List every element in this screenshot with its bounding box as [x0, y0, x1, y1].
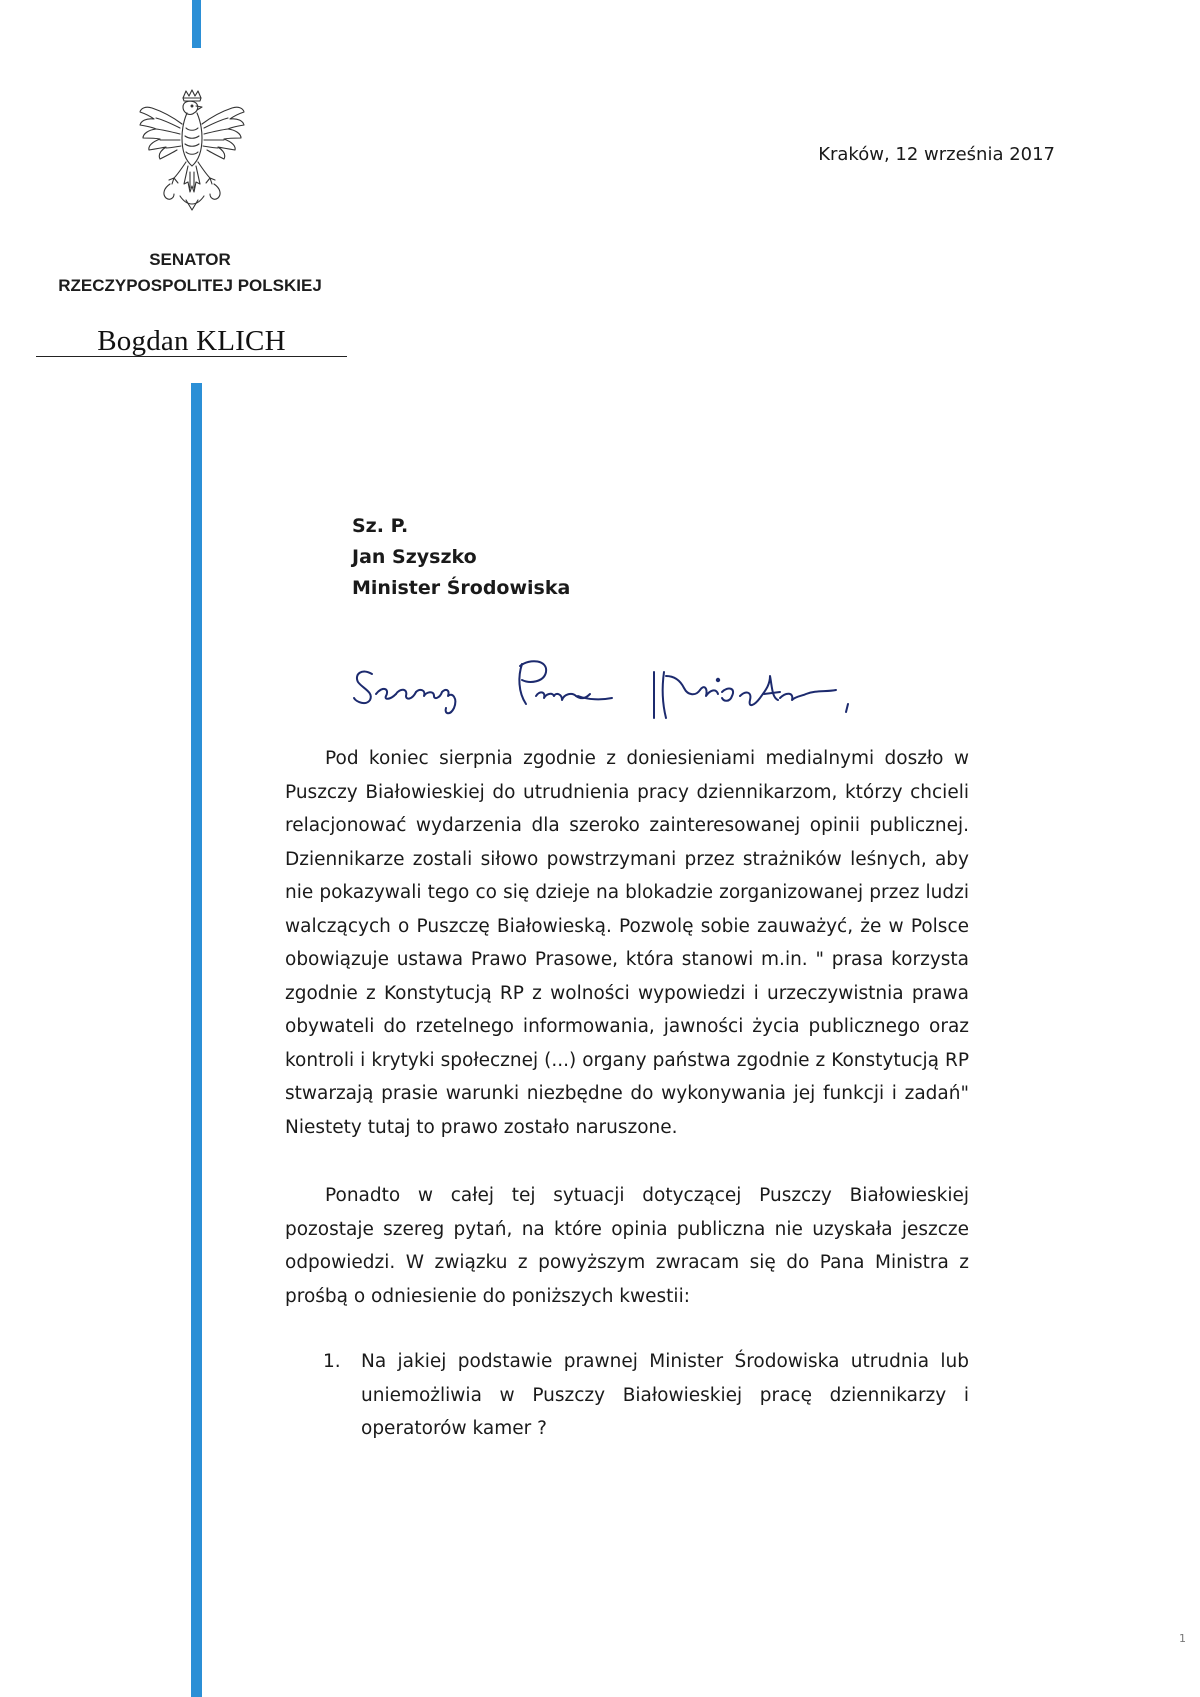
addressee-honorific: Sz. P.	[352, 515, 409, 537]
addressee-title: Minister Środowiska	[352, 577, 571, 599]
sender-name: Bogdan KLICH	[97, 325, 286, 357]
paragraph-1-text: Pod koniec sierpnia zgodnie z doniesieniami medialnymi doszło w Puszczy Białowieskiej do utrudnienia pracy dziennikarzom, którzy chcieli relacjonować wydarzenia dla szeroko zainteresowanej opinii publicznej. Dziennikarze zostali siłowo powstrzymani przez strażników leśnych, aby nie pokazywali tego co się dzieje na blokadzie zorganizowanej przez ludzi walczących o Puszczę Białowieską. Pozwolę sobie zauważyć, że w Polsce obowiązuje ustawa Prawo Prasowe, która stanowi m.in. " prasa korzysta zgodnie z Konstytucją RP z wolności wypowiedzi i urzeczywistnia prawa obywateli do rzetelnego informowania, jawności życia publicznego oraz kontroli i krytyki społecznej (...) organy państwa zgodnie z Konstytucją RP stwarzają prasie warunki niezbędne do wykonywania jej funkcji i zadań" Niestety tutaj to prawo zostało naruszone.	[285, 748, 969, 1138]
list-item-text: Na jakiej podstawie prawnej Minister Środowiska utrudnia lub uniemożliwia w Puszczy Białowieskiej pracę dziennikarzy i operatorów kamer ?	[361, 1351, 969, 1439]
sender-office	[30, 247, 350, 299]
addressee-name: Jan Szyszko	[352, 546, 477, 568]
accent-bar-top	[192, 0, 201, 48]
paragraph-1	[285, 742, 969, 1144]
list-item-number: 1.	[323, 1351, 341, 1372]
questions-list	[323, 1345, 969, 1446]
office-line-2: RZECZYPOSPOLITEJ POLSKIEJ	[58, 276, 322, 295]
name-underline	[36, 356, 347, 357]
letter-date: Kraków, 12 września 2017	[818, 144, 1055, 165]
addressee-block	[352, 511, 570, 604]
list-item	[323, 1345, 969, 1446]
paragraph-2	[285, 1179, 969, 1313]
office-line-1: SENATOR	[149, 250, 231, 269]
accent-bar-side	[191, 383, 202, 1697]
page-number: 1	[1179, 1632, 1186, 1645]
polish-eagle-emblem	[136, 88, 248, 214]
handwritten-salutation	[350, 656, 950, 736]
paragraph-2-text: Ponadto w całej tej sytuacji dotyczącej Puszczy Białowieskiej pozostaje szereg pytań, na które opinia publiczna nie uzyskała jeszcze odpowiedzi. W związku z powyższym zwracam się do Pana Ministra z prośbą o odniesienie do poniższych kwestii:	[285, 1185, 969, 1307]
